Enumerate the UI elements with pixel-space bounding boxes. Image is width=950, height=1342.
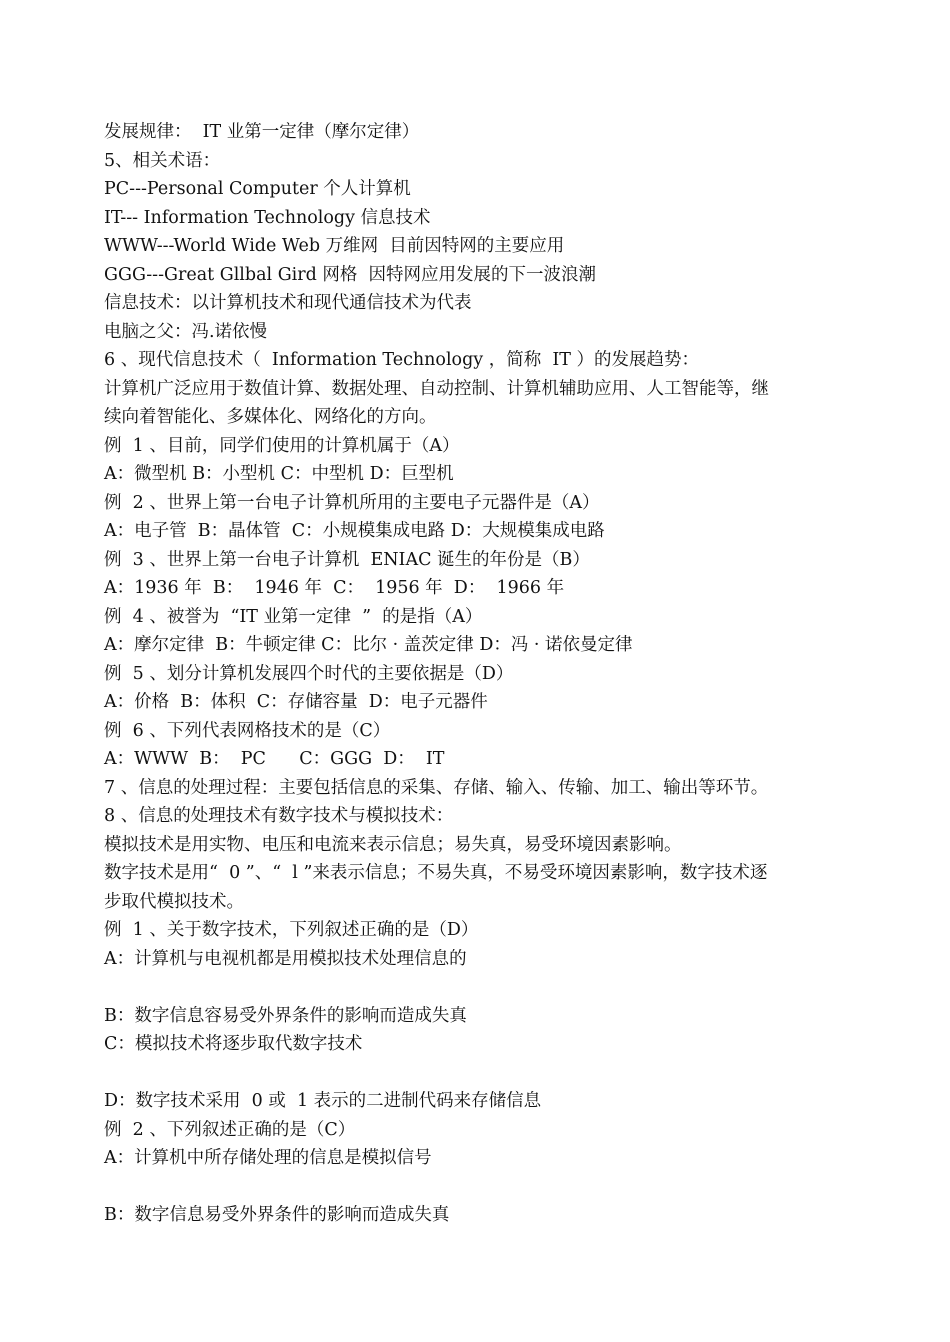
example-option: D：数字技术采用 0 或 1 表示的二进制代码来存储信息 — [104, 1091, 542, 1111]
text-line: 模拟技术是用实物、电压和电流来表示信息；易失真，易受环境因素影响。 — [104, 834, 682, 855]
example-question: 例 1 、目前，同学们使用的计算机属于（A） — [104, 435, 460, 456]
example-question: 例 5 、划分计算机发展四个时代的主要依据是（D） — [104, 663, 514, 684]
text-line: WWW---World Wide Web 万维网 目前因特网的主要应用 — [104, 236, 565, 256]
example-options: A：WWW B： PC C：GGG D： IT — [104, 749, 445, 769]
example-question: 例 2 、下列叙述正确的是（C） — [104, 1119, 356, 1140]
example-question: 例 3 、世界上第一台电子计算机 ENIAC 诞生的年份是（B） — [104, 549, 590, 570]
section-heading: 7 、信息的处理过程：主要包括信息的采集、存储、输入、传输、加工、输出等环节。 — [104, 777, 769, 798]
example-question: 例 2 、世界上第一台电子计算机所用的主要电子元器件是（A） — [104, 492, 600, 513]
blank-line — [104, 973, 864, 1002]
blank-line — [104, 1173, 864, 1202]
text-line: PC---Personal Computer 个人计算机 — [104, 179, 411, 199]
document-page — [104, 118, 864, 1230]
blank-line — [104, 1059, 864, 1088]
example-options: A：价格 B：体积 C：存储容量 D：电子元器件 — [104, 692, 488, 712]
text-line: 续向着智能化、多媒体化、网络化的方向。 — [104, 407, 437, 427]
example-option: A：计算机中所存储处理的信息是模拟信号 — [104, 1148, 432, 1168]
text-line: IT--- Information Technology 信息技术 — [104, 207, 431, 228]
text-line: 信息技术：以计算机技术和现代通信技术为代表 — [104, 293, 472, 313]
section-heading: 6 、现代信息技术（ Information Technology ，简称 IT ）的发展趋势： — [104, 350, 700, 370]
section-heading: 5、相关术语： — [104, 150, 221, 171]
text-line: 数字技术是用“ 0 ”、“ l ”来表示信息；不易失真，不易受环境因素影响，数字技术逐 — [104, 863, 768, 883]
example-options: A：微型机 B：小型机 C：中型机 D：巨型机 — [104, 464, 454, 484]
text-line: 计算机广泛应用于数值计算、数据处理、自动控制、计算机辅助应用、人工智能等，继 — [104, 378, 769, 399]
section-heading: 8 、信息的处理技术有数字技术与模拟技术： — [104, 806, 454, 826]
example-option: B：数字信息容易受外界条件的影响而造成失真 — [104, 1005, 467, 1026]
example-options: A：1936 年 B： 1946 年 C： 1956 年 D： 1966 年 — [104, 578, 565, 598]
example-option: B：数字信息易受外界条件的影响而造成失真 — [104, 1205, 450, 1225]
example-option: A：计算机与电视机都是用模拟技术处理信息的 — [104, 948, 467, 969]
text-line: 步取代模拟技术。 — [104, 891, 244, 912]
text-line: 发展规律： IT 业第一定律（摩尔定律） — [104, 122, 420, 142]
example-options: A：电子管 B：晶体管 C：小规模集成电路 D：大规模集成电路 — [104, 521, 605, 541]
example-question: 例 4 、被誉为 “IT 业第一定律 ” 的是指（A） — [104, 606, 483, 627]
example-question: 例 6 、下列代表网格技术的是（C） — [104, 720, 391, 741]
text-line: GGG---Great Gllbal Gird 网格 因特网应用发展的下一波浪潮 — [104, 264, 597, 285]
text-line: 电脑之父：冯.诺依慢 — [104, 321, 268, 342]
example-option: C：模拟技术将逐步取代数字技术 — [104, 1034, 363, 1054]
example-question: 例 1 、关于数字技术，下列叙述正确的是（D） — [104, 920, 479, 940]
example-options: A：摩尔定律 B：牛顿定律 C：比尔 · 盖茨定律 D：冯 · 诺依曼定律 — [104, 635, 633, 655]
